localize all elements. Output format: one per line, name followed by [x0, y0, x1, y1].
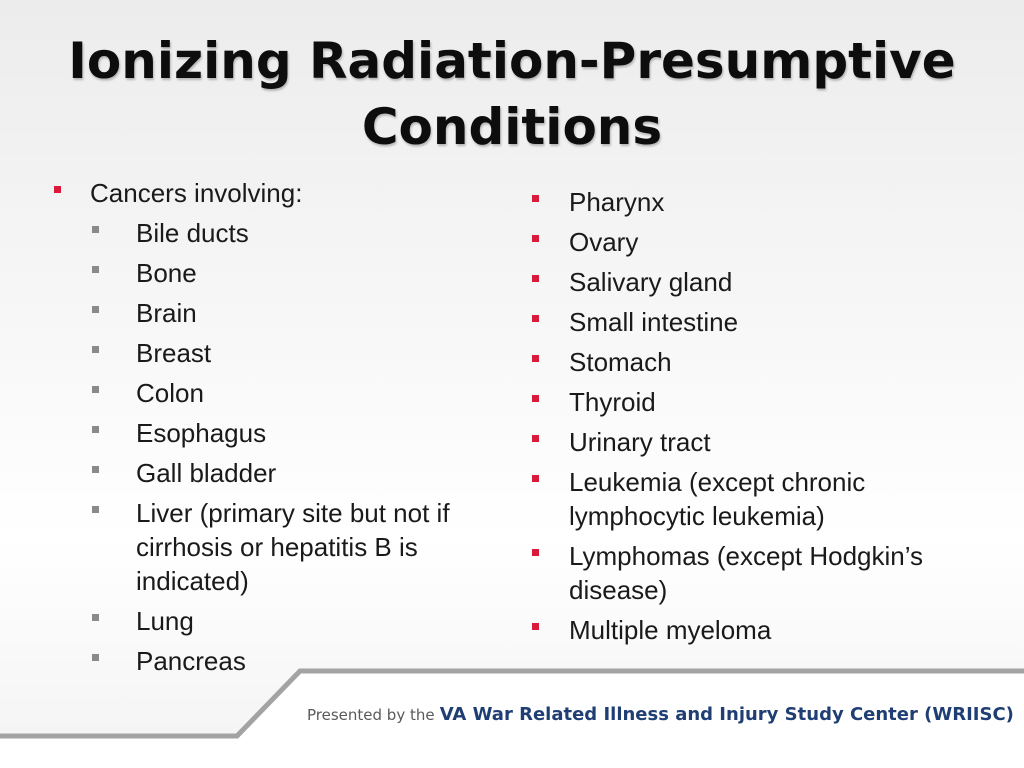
list-item: Brain	[90, 296, 492, 330]
footer-band	[0, 668, 1024, 768]
list-item: Liver (primary site but not if cirrhosis or hepatitis B is indicated)	[90, 496, 492, 598]
list-item: Small intestine	[530, 305, 990, 339]
left-bullet-list	[52, 176, 492, 678]
cancers-heading: Cancers involving:	[90, 178, 303, 208]
list-item: Ovary	[530, 225, 990, 259]
right-column	[530, 185, 990, 653]
list-item-cancers-heading	[52, 176, 492, 678]
left-column	[52, 176, 492, 684]
list-item: Bile ducts	[90, 216, 492, 250]
right-bullet-list	[530, 185, 990, 647]
list-item: Salivary gland	[530, 265, 990, 299]
list-item: Lung	[90, 604, 492, 638]
slide-title-line-2: Conditions	[361, 98, 663, 156]
list-item: Stomach	[530, 345, 990, 379]
list-item: Leukemia (except chronic lymphocytic leukemia)	[530, 465, 990, 533]
slide-title	[0, 28, 1024, 160]
list-item: Breast	[90, 336, 492, 370]
list-item: Gall bladder	[90, 456, 492, 490]
list-item: Lymphomas (except Hodgkin’s disease)	[530, 539, 990, 607]
list-item: Esophagus	[90, 416, 492, 450]
cancer-sublist	[90, 216, 492, 678]
footer-credit	[307, 704, 1014, 725]
organization-name: VA War Related Illness and Injury Study Center (WRIISC)	[439, 704, 1014, 725]
list-item: Pancreas	[90, 644, 492, 678]
slide-title-line-1: Ionizing Radiation-Presumptive	[68, 32, 956, 90]
list-item: Urinary tract	[530, 425, 990, 459]
list-item: Thyroid	[530, 385, 990, 419]
list-item: Bone	[90, 256, 492, 290]
list-item: Multiple myeloma	[530, 613, 990, 647]
list-item: Pharynx	[530, 185, 990, 219]
presented-by-text: Presented by the	[307, 706, 435, 724]
list-item: Colon	[90, 376, 492, 410]
